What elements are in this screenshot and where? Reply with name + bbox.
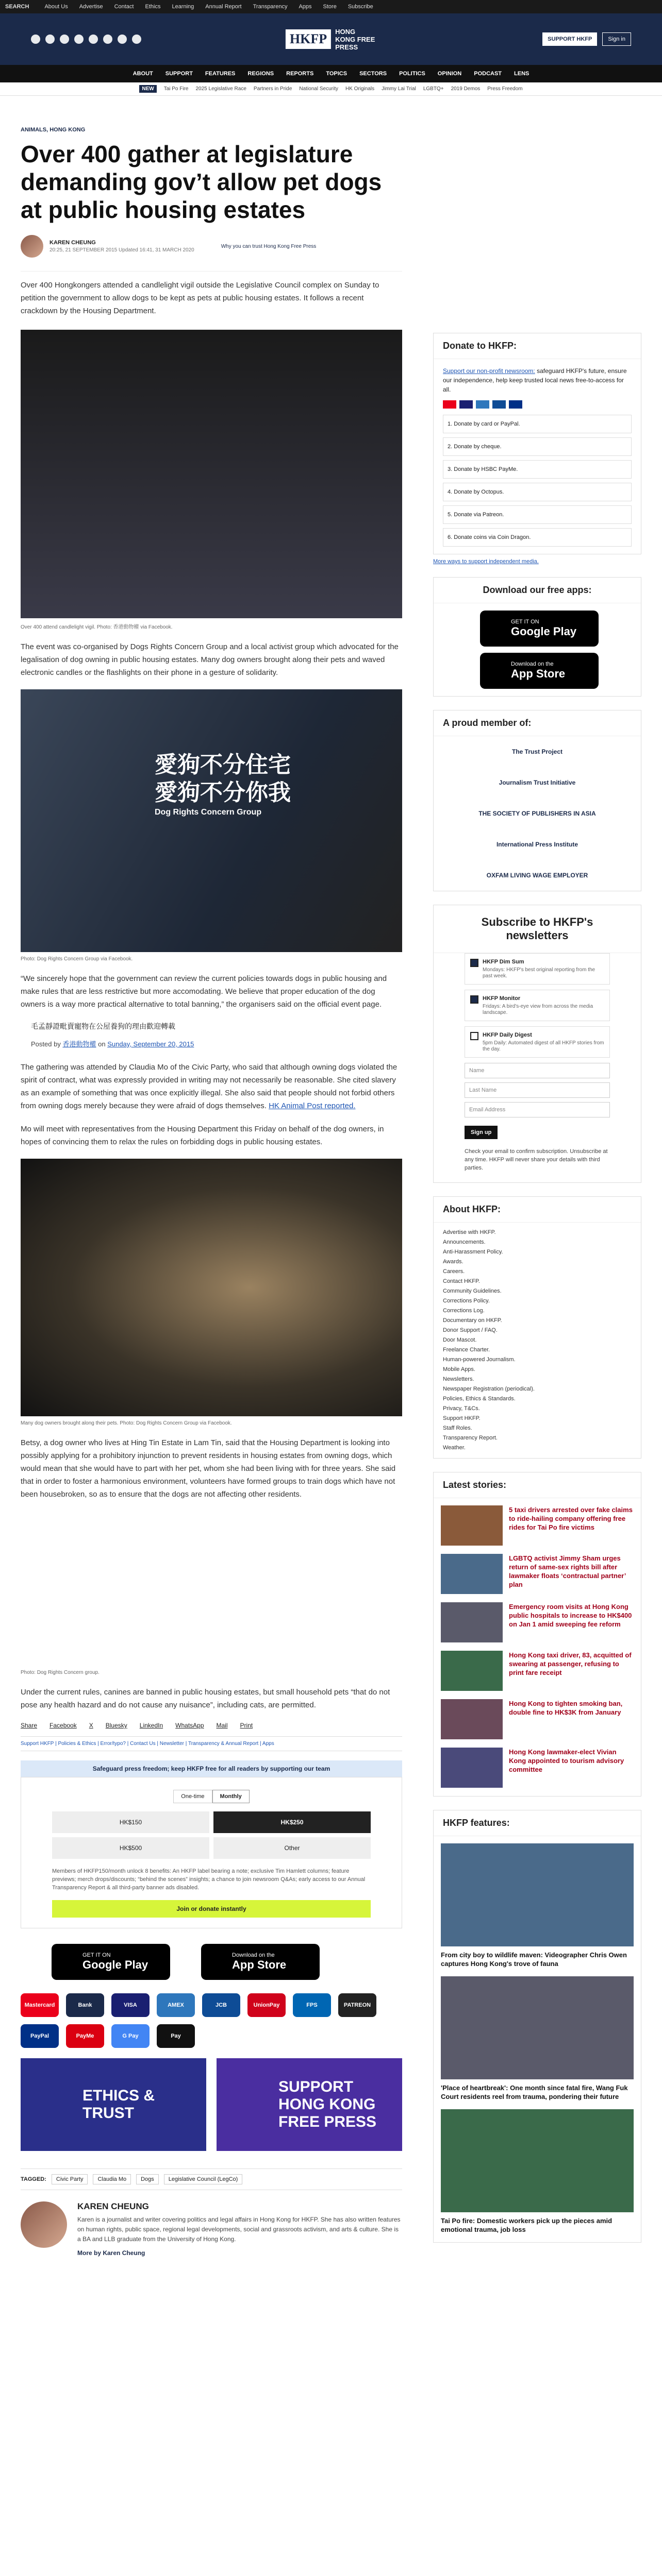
top-link[interactable]: Advertise: [79, 4, 103, 10]
story-thumbnail: [441, 1748, 503, 1788]
share-bluesky[interactable]: Bluesky: [105, 1722, 127, 1729]
nav-item[interactable]: ABOUT: [133, 71, 153, 77]
story-headline[interactable]: 5 taxi drivers arrested over fake claims to ride-hailing company offering free rides for Tai Po fire victims: [509, 1506, 633, 1531]
about-link[interactable]: Corrections Log.: [443, 1308, 485, 1314]
feature-headline[interactable]: Tai Po fire: Domestic workers pick up the pieces amid emotional trauma, job loss: [441, 2217, 613, 2233]
embedded-video-space: [21, 1511, 402, 1666]
author-box-name[interactable]: KAREN CHEUNG: [77, 2201, 149, 2211]
trending-item[interactable]: Press Freedom: [487, 86, 523, 92]
main-nav: [0, 65, 662, 82]
nav-item[interactable]: POLITICS: [399, 71, 425, 77]
nav-item[interactable]: SECTORS: [359, 71, 387, 77]
about-box: [433, 1196, 641, 1459]
newsletter-box: [433, 905, 641, 1183]
banner-photo: [21, 689, 402, 952]
latest-box: [433, 1472, 641, 1797]
feature-image[interactable]: [441, 1843, 634, 1946]
posted-on: on: [98, 1040, 106, 1048]
features-title: HKFP features:: [434, 1810, 641, 1836]
banner-line: 愛狗不分你我: [155, 780, 291, 805]
more-ways-link[interactable]: More ways to support independent media.: [433, 558, 539, 565]
latest-story[interactable]: [441, 1505, 634, 1546]
tag-pill[interactable]: Claudia Mo: [93, 2174, 131, 2184]
author-bio: Karen is a journalist and writer covering politics and legal affairs in Hong Kong for HKFP. She has also written features on human rights, public space, regional legal developments, social and grassroots activism, and arts & culture. She is a BA and LLB graduate from the University of Hong Kong.: [77, 2216, 401, 2243]
story-thumbnail: [441, 1554, 503, 1594]
trending-item[interactable]: Jimmy Lai Trial: [382, 86, 416, 92]
nav-item[interactable]: TOPICS: [326, 71, 347, 77]
about-link[interactable]: Support HKFP.: [443, 1415, 481, 1421]
payment-icon: PayMe: [66, 2024, 104, 2048]
trending-item[interactable]: 2019 Demos: [451, 86, 481, 92]
hk-animal-post-link[interactable]: HK Animal Post reported.: [269, 1101, 356, 1110]
member-benefits: Members of HKFP150/month unlock 8 benefits: An HKFP label bearing a note; exclusive Tim Hamlett columns; feature previews; merch drops/discounts; “behind the scenes” insights; a chance to join newsroom Q&As; early access to our Annual Transparency Report & all third-party banner ads disabled.: [52, 1868, 366, 1891]
nav-item[interactable]: REGIONS: [247, 71, 274, 77]
nav-item[interactable]: REPORTS: [286, 71, 314, 77]
card-icons: [443, 400, 632, 409]
posted-by-link[interactable]: 香港動物權: [62, 1040, 96, 1048]
trending-item[interactable]: 2025 Legislative Race: [195, 86, 246, 92]
pug-photo: [21, 1159, 402, 1416]
trust-link[interactable]: Why you can trust Hong Kong Free Press: [221, 243, 317, 249]
donate-option[interactable]: 1. Donate by card or PayPal.: [443, 415, 632, 433]
author-avatar[interactable]: [21, 235, 43, 258]
nonprofit-link[interactable]: Support our non-profit newsroom:: [443, 367, 535, 375]
newsletter-desc: 5pm Daily: Automated digest of all HKFP stories from the day.: [483, 1040, 604, 1052]
payment-icon: G Pay: [111, 2024, 150, 2048]
members-title: A proud member of:: [434, 710, 641, 736]
newsletter-desc: Fridays: A bird's-eye view from across the media landscape.: [483, 1004, 593, 1015]
nav-item[interactable]: FEATURES: [205, 71, 236, 77]
latest-story[interactable]: [441, 1554, 634, 1594]
about-link[interactable]: Freelance Charter.: [443, 1347, 490, 1353]
donate-option[interactable]: 5. Donate via Patreon.: [443, 505, 632, 524]
app-store-badges: [52, 1944, 402, 1980]
google-play-badge[interactable]: [480, 611, 599, 647]
search-link[interactable]: SEARCH: [5, 4, 29, 10]
about-link[interactable]: Announcements.: [443, 1239, 486, 1245]
top-link[interactable]: Annual Report: [205, 4, 242, 10]
members-box: [433, 710, 641, 891]
donate-option[interactable]: 3. Donate by HSBC PayMe.: [443, 460, 632, 479]
badge-big: Google Play: [82, 1958, 148, 1971]
photo-caption: Many dog owners brought along their pets. Photo: Dog Rights Concern Group via Facebook.: [21, 1420, 232, 1426]
donate-option[interactable]: 6. Donate coins via Coin Dragon.: [443, 528, 632, 547]
top-link[interactable]: Contact: [114, 4, 134, 10]
feature-image[interactable]: [441, 1976, 634, 2079]
newsletter-name: HKFP Daily Digest: [483, 1032, 532, 1038]
about-link[interactable]: Newsletters.: [443, 1376, 474, 1382]
photo-caption: Photo: Dog Rights Concern Group via Facebook.: [21, 956, 133, 962]
trust-project-logo[interactable]: The Trust Project: [511, 748, 563, 755]
visa-icon: [459, 400, 473, 409]
paragraph: [21, 1061, 402, 1112]
top-bar: [0, 0, 662, 13]
nav-item[interactable]: SUPPORT: [165, 71, 193, 77]
tagged-bar: [21, 2168, 402, 2190]
nav-item[interactable]: OPINION: [437, 71, 462, 77]
author-name[interactable]: KAREN CHEUNG: [49, 240, 96, 246]
publish-date: 20:25, 21 SEPTEMBER 2015 Updated 16:41, 31 MARCH 2020: [49, 247, 194, 253]
about-link[interactable]: Transparency Report.: [443, 1435, 498, 1441]
signin-button[interactable]: Sign in: [602, 32, 631, 46]
paragraph: “We sincerely hope that the government can review the current policies towards dogs in public housing and make rules that are less restrictive but more accomodating. We believe that proper education of the dog owners is a way more practical alternative to total banning,” the organisers said on the official event page.: [21, 974, 387, 1009]
x-icon[interactable]: [45, 35, 55, 44]
latest-story[interactable]: [441, 1602, 634, 1642]
badge-small: Download on the: [232, 1952, 275, 1958]
monthly-toggle[interactable]: Monthly: [212, 1790, 250, 1803]
promo-banners: [21, 2058, 402, 2151]
join-button[interactable]: Join or donate instantly: [52, 1900, 371, 1918]
paragraph: Betsy, a dog owner who lives at Hing Tin Estate in Lam Tin, said that the Housing Department is looking into possibly applying for a prohibitory injunction to prevent residents in housing estates from owning dogs, which would mean that she would have to part with her pet, whom she had been living with for three years. She said that in order to foster a harmonious environment, volunteers have formed groups to train dogs which have not been housebroken, so as to ensure that the dogs are not affecting other residents.: [21, 1438, 396, 1499]
amount-option[interactable]: HK$150: [52, 1811, 209, 1833]
article-lead: Over 400 Hongkongers attended a candlelight vigil outside the Legislative Council complex on Sunday to petition the government to allow dogs to be kept as pets at public housing estates. It follows a recent crackdown by the Housing Department.: [21, 271, 402, 317]
feature-headline[interactable]: 'Place of heartbreak': One month since fatal fire, Wang Fuk Court residents reel from trauma, pondering their future: [441, 2084, 628, 2100]
site-logo[interactable]: [286, 28, 376, 51]
top-link[interactable]: Subscribe: [347, 4, 373, 10]
linkedin-icon[interactable]: [103, 35, 112, 44]
trending-bar: [0, 82, 662, 96]
about-link[interactable]: Newspaper Registration (periodical).: [443, 1386, 535, 1392]
sidebar: [433, 96, 641, 2258]
share-x[interactable]: X: [89, 1722, 93, 1729]
facebook-icon[interactable]: [31, 35, 40, 44]
banner-org: Dog Rights Concern Group: [155, 808, 262, 817]
share-whatsapp[interactable]: WhatsApp: [175, 1722, 204, 1729]
story-headline[interactable]: Emergency room visits at Hong Kong public hospitals to increase to HK$400 on Jan 1 amid sweeping fee reform: [509, 1603, 632, 1628]
site-header: [0, 13, 662, 65]
badge-big: Google Play: [511, 625, 577, 638]
newsletter-option[interactable]: [465, 990, 610, 1021]
about-title: About HKFP:: [434, 1197, 641, 1223]
facebook-embed-title: 毛孟靜證毗賣寵物在公屋養狗的理由歡迎轉載: [31, 1022, 175, 1030]
story-thumbnail: [441, 1505, 503, 1546]
about-link[interactable]: Documentary on HKFP.: [443, 1317, 502, 1324]
about-link[interactable]: Staff Roles.: [443, 1425, 472, 1431]
checkbox-checked[interactable]: [470, 959, 478, 967]
about-link[interactable]: Mobile Apps.: [443, 1366, 475, 1372]
about-link[interactable]: Human-powered Journalism.: [443, 1357, 516, 1363]
email-input[interactable]: Email Address: [465, 1102, 610, 1117]
donate-title: Donate to HKFP:: [434, 333, 641, 359]
donate-box: [433, 333, 641, 554]
newsletter-name: HKFP Dim Sum: [483, 959, 524, 965]
paragraph: Mo will meet with representatives from the Housing Department this Friday on behalf of the dog owners, in hopes of convincing them to relax the rules on forbidding dogs in public housing estates.: [21, 1125, 384, 1146]
article: [21, 96, 402, 2258]
jcb-icon: [492, 400, 506, 409]
donate-widget: [21, 1777, 402, 1928]
trending-item[interactable]: Tai Po Fire: [163, 86, 189, 92]
instagram-icon[interactable]: [60, 35, 69, 44]
latest-story[interactable]: [441, 1651, 634, 1691]
bluesky-icon[interactable]: [118, 35, 127, 44]
about-link[interactable]: Corrections Policy.: [443, 1298, 490, 1304]
logo-mark: HKFP: [286, 29, 331, 49]
paragraph-text: The gathering was attended by Claudia Mo of the Civic Party, who said that although owning dogs violated the spirit of contract, what was expressly provided in writing may not necessarily be reasonable. She cited slavery as an example of something that was once explicitly illegal. She also said that people should not forbid others from owning dogs merely because they were afraid of dogs themselves.: [21, 1063, 398, 1110]
top-link[interactable]: Store: [323, 4, 337, 10]
share-bar: [21, 1722, 402, 1729]
trending-item[interactable]: Partners in Pride: [253, 86, 292, 92]
share-print[interactable]: Print: [240, 1722, 253, 1729]
about-link[interactable]: Awards.: [443, 1259, 464, 1265]
about-link[interactable]: Community Guidelines.: [443, 1288, 502, 1294]
story-headline[interactable]: Hong Kong to tighten smoking ban, double fine to HK$3K from January: [509, 1700, 623, 1716]
about-link[interactable]: Privacy, T&Cs.: [443, 1405, 480, 1412]
support-promo[interactable]: SUPPORT HONG KONG FREE PRESS: [217, 2058, 402, 2151]
sopa-logo[interactable]: THE SOCIETY OF PUBLISHERS IN ASIA: [478, 810, 596, 817]
nav-item[interactable]: PODCAST: [474, 71, 502, 77]
youtube-icon[interactable]: [89, 35, 98, 44]
badge-small: GET IT ON: [82, 1952, 111, 1958]
about-link[interactable]: Door Mascot.: [443, 1337, 477, 1343]
banner-line: 愛狗不分住宅: [155, 752, 291, 777]
donate-option[interactable]: 4. Donate by Octopus.: [443, 483, 632, 501]
photo-caption: Over 400 attend candlelight vigil. Photo: 香港動物權 via Facebook.: [21, 624, 173, 630]
last-name-input[interactable]: Last Name: [465, 1082, 610, 1098]
payment-icon: Bank: [66, 1993, 104, 2017]
ethics-promo[interactable]: ETHICS & TRUST: [21, 2058, 206, 2151]
mastercard-icon: [443, 400, 456, 409]
about-link[interactable]: Policies, Ethics & Standards.: [443, 1396, 516, 1402]
payment-icon: JCB: [202, 1993, 240, 2017]
share-facebook[interactable]: Facebook: [49, 1722, 77, 1729]
story-headline[interactable]: LGBTQ activist Jimmy Sham urges return of same-sex rights bill after lawmaker floats ‘contractual partner’ plan: [509, 1554, 626, 1588]
payment-icon: Mastercard: [21, 1993, 59, 2017]
checkbox-unchecked[interactable]: [470, 1032, 478, 1040]
newsletter-fineprint: Check your email to confirm subscription. Unsubscribe at any time. HKFP will never share your details with third parties.: [465, 1148, 608, 1171]
apps-title: Download our free apps:: [434, 578, 641, 603]
threads-icon[interactable]: [74, 35, 84, 44]
logo-text: HONG KONG FREE PRESS: [335, 27, 375, 51]
about-link[interactable]: Donor Support / FAQ.: [443, 1327, 498, 1333]
donate-option[interactable]: 2. Donate by cheque.: [443, 437, 632, 456]
about-link[interactable]: Weather.: [443, 1445, 466, 1451]
social-icons: [31, 35, 141, 44]
jti-logo[interactable]: Journalism Trust Initiative: [499, 779, 576, 786]
nav-item[interactable]: LENS: [514, 71, 529, 77]
payment-icon: FPS: [293, 1993, 331, 2017]
badge-big: App Store: [232, 1958, 287, 1971]
tagged-label: TAGGED:: [21, 2176, 46, 2182]
features-box: [433, 1810, 641, 2243]
google-play-badge[interactable]: [52, 1944, 170, 1980]
apps-box: [433, 577, 641, 697]
checkbox-checked[interactable]: [470, 995, 478, 1004]
payment-icon: PayPal: [21, 2024, 59, 2048]
posted-date-link[interactable]: Sunday, September 20, 2015: [107, 1040, 194, 1048]
article-tags[interactable]: ANIMALS, HONG KONG: [21, 127, 86, 133]
article-footer-links[interactable]: Support HKFP | Policies & Ethics | Error/typo? | Contact Us | Newsletter | Transparency & Annual Report | Apps: [21, 1736, 402, 1751]
payment-methods: [21, 1993, 402, 2048]
photo-caption: Photo: Dog Rights Concern group.: [21, 1670, 100, 1675]
paragraph: The event was co-organised by Dogs Rights Concern Group and a local activist group which advocated for the legalisation of dog owning in public housing estates. Many dog owners brought along their pets and waved electronic candles or the flashlights on their phone in a gesture of solidarity.: [21, 642, 399, 677]
top-link[interactable]: Ethics: [145, 4, 161, 10]
trending-item[interactable]: LGBTQ+: [423, 86, 444, 92]
about-link[interactable]: Careers.: [443, 1268, 465, 1275]
facebook-embed-posted: [31, 1039, 402, 1048]
payment-icon: PATREON: [338, 1993, 376, 2017]
signup-button[interactable]: Sign up: [465, 1126, 498, 1139]
support-button[interactable]: SUPPORT HKFP: [542, 32, 597, 46]
vigil-photo: [21, 330, 402, 618]
author-photo: [21, 2201, 67, 2248]
newsletter-title: Subscribe to HKFP's newsletters: [434, 905, 641, 953]
protest-banner: [155, 751, 291, 818]
trending-label: NEW: [139, 85, 156, 93]
newsletter-name: HKFP Monitor: [483, 995, 521, 1002]
tag-pill[interactable]: Civic Party: [52, 2174, 88, 2184]
story-headline[interactable]: Hong Kong lawmaker-elect Vivian Kong appointed to tourism advisory committee: [509, 1748, 624, 1773]
top-link[interactable]: Apps: [299, 4, 312, 10]
about-link[interactable]: Advertise with HKFP.: [443, 1229, 496, 1235]
tag-pill[interactable]: Legislative Council (LegCo): [164, 2174, 243, 2184]
badge-small: Download on the: [511, 661, 554, 667]
trending-item[interactable]: National Security: [299, 86, 338, 92]
paypal-icon: [509, 400, 522, 409]
newsletter-option[interactable]: [465, 953, 610, 985]
payment-icon: AMEX: [157, 1993, 195, 2017]
top-link[interactable]: About Us: [44, 4, 68, 10]
badge-big: App Store: [511, 667, 566, 680]
newsletter-desc: Mondays: HKFP's best original reporting from the past week.: [483, 967, 595, 979]
rss-icon[interactable]: [132, 35, 141, 44]
payment-icon: UnionPay: [247, 1993, 286, 2017]
story-thumbnail: [441, 1699, 503, 1739]
payment-icon: VISA: [111, 1993, 150, 2017]
share-link[interactable]: Share: [21, 1722, 38, 1729]
donate-banner[interactable]: Safeguard press freedom; keep HKFP free for all readers by supporting our team: [21, 1760, 402, 1777]
latest-title: Latest stories:: [434, 1472, 641, 1498]
amount-option-selected[interactable]: HK$250: [213, 1811, 371, 1833]
newsletter-option[interactable]: [465, 1026, 610, 1058]
one-time-toggle[interactable]: One-time: [173, 1790, 212, 1803]
badge-small: GET IT ON: [511, 619, 539, 625]
trending-item[interactable]: HK Originals: [345, 86, 375, 92]
about-link[interactable]: Contact HKFP.: [443, 1278, 480, 1284]
story-thumbnail: [441, 1602, 503, 1642]
oxfam-logo[interactable]: OXFAM LIVING WAGE EMPLOYER: [486, 872, 588, 879]
top-link[interactable]: Transparency: [253, 4, 288, 10]
name-input[interactable]: Name: [465, 1063, 610, 1078]
amex-icon: [476, 400, 489, 409]
author-box: [21, 2201, 402, 2258]
latest-story[interactable]: [441, 1748, 634, 1788]
byline: [21, 235, 402, 258]
story-thumbnail: [441, 1651, 503, 1691]
tag-pill[interactable]: Dogs: [136, 2174, 159, 2184]
app-store-badge[interactable]: [201, 1944, 320, 1980]
feature-headline[interactable]: From city boy to wildlife maven: Videographer Chris Owen captures Hong Kong's trove of fauna: [441, 1951, 627, 1968]
more-by-author[interactable]: More by Karen Cheung: [77, 2249, 145, 2257]
paragraph: Under the current rules, canines are banned in public housing estates, but small household pets “that do not pose any health hazard and do not cause any nuisance”, including cats, are permitted.: [21, 1688, 390, 1709]
share-linkedin[interactable]: LinkedIn: [139, 1722, 163, 1729]
story-headline[interactable]: Hong Kong taxi driver, 83, acquitted of swearing at passenger, refusing to print fare receipt: [509, 1651, 632, 1676]
amount-option[interactable]: Other: [213, 1837, 371, 1859]
amount-option[interactable]: HK$500: [52, 1837, 209, 1859]
share-mail[interactable]: Mail: [216, 1722, 228, 1729]
ipi-logo[interactable]: International Press Institute: [496, 841, 578, 848]
payment-icon: Pay: [157, 2024, 195, 2048]
about-link[interactable]: Anti-Harassment Policy.: [443, 1249, 503, 1255]
article-title: Over 400 gather at legislature demanding gov’t allow pet dogs at public housing estates: [21, 141, 382, 223]
donate-text: safeguard HKFP's future, ensure our independence, help keep trusted local news free-to-access for all.: [443, 367, 627, 393]
app-store-badge[interactable]: [480, 653, 599, 689]
top-link[interactable]: Learning: [172, 4, 194, 10]
feature-image[interactable]: [441, 2109, 634, 2212]
posted-prefix: Posted by: [31, 1040, 61, 1048]
latest-story[interactable]: [441, 1699, 634, 1739]
